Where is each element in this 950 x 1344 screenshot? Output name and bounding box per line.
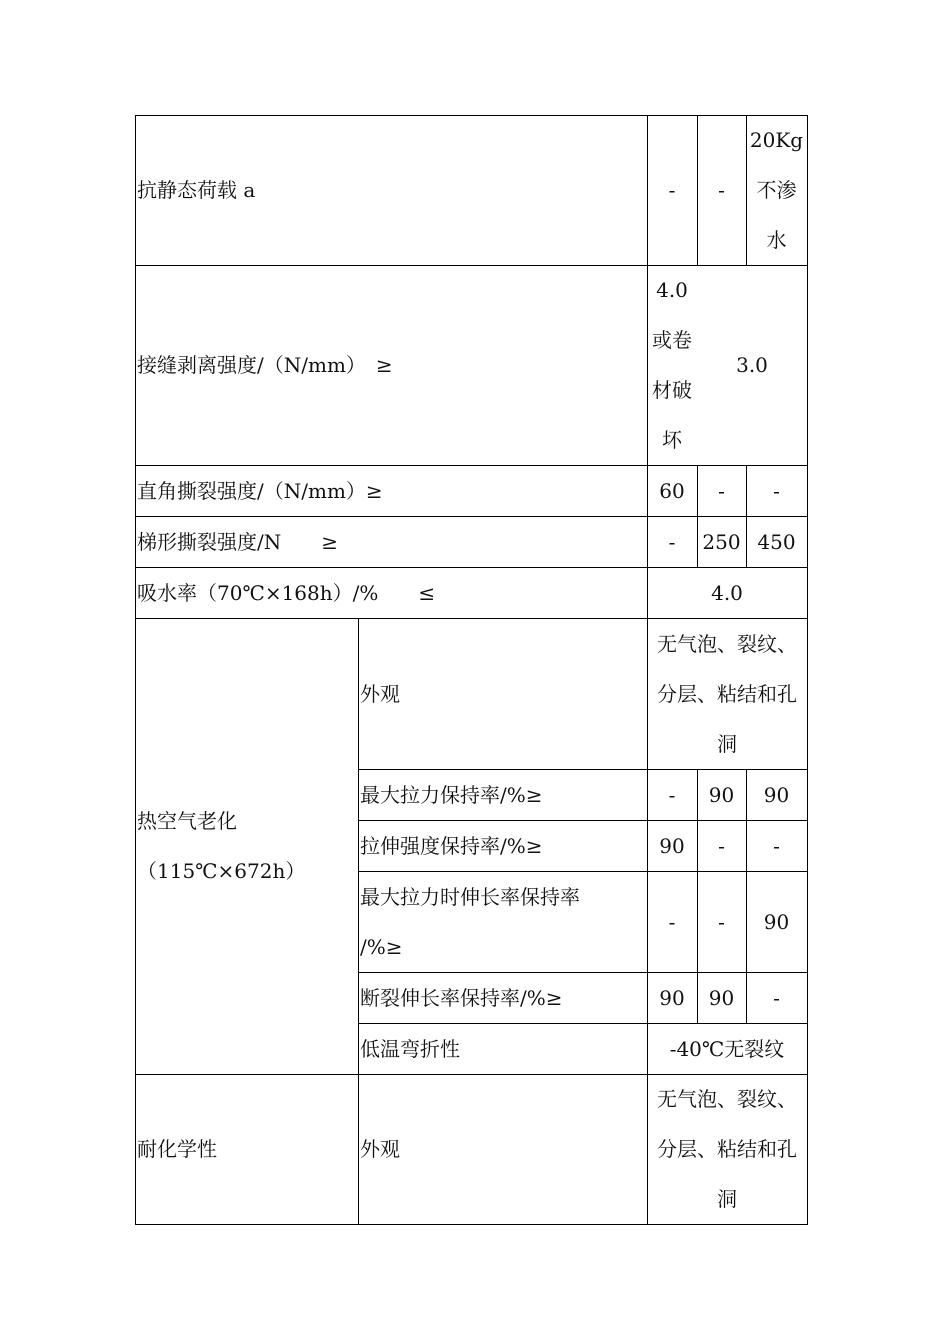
- value-cell: 90: [659, 985, 685, 1010]
- value-cell: -: [668, 529, 676, 554]
- value-cell: -: [718, 909, 725, 934]
- sub-label: 外观: [360, 681, 400, 706]
- rule: [135, 1224, 808, 1225]
- spec-table: [135, 115, 808, 1225]
- value-cell: -: [773, 478, 780, 503]
- value-cell: 无气泡、裂纹、 分层、粘结和孔 洞: [657, 631, 797, 756]
- value-cell: 60: [659, 478, 685, 503]
- value-cell: 90: [763, 909, 790, 934]
- value-cell: -: [668, 782, 676, 807]
- value-cell: 20Kg 不渗 水: [749, 128, 804, 252]
- value-cell: -: [718, 833, 725, 858]
- label-chemical-resistance: 耐化学性: [137, 1137, 217, 1161]
- value-cell: 3.0: [736, 353, 768, 377]
- label-static-load: 抗静态荷载 a: [137, 178, 256, 202]
- label-right-angle-tear: 直角撕裂强度/（N/mm）≥: [137, 478, 383, 503]
- value-cell: -: [718, 478, 725, 503]
- sub-label: 最大拉力时伸长率保持率 /%≥: [360, 884, 580, 959]
- label-seam-peel: 接缝剥离强度/（N/mm） ≥: [137, 353, 393, 377]
- value-cell: 90: [708, 985, 735, 1010]
- label-water-absorption: 吸水率（70℃×168h）/% ≤: [137, 580, 436, 605]
- sub-label: 外观: [360, 1137, 400, 1161]
- value-cell: -: [668, 178, 676, 202]
- label-trapezoid-tear: 梯形撕裂强度/N ≥: [137, 529, 338, 554]
- value-cell: 90: [708, 782, 735, 807]
- value-cell: 无气泡、裂纹、 分层、粘结和孔 洞: [657, 1087, 797, 1211]
- value-cell: 90: [659, 833, 685, 858]
- sub-label: 最大拉力保持率/%≥: [360, 782, 543, 807]
- value-cell: -40℃无裂纹: [669, 1036, 785, 1061]
- value-cell: 4.0 或卷 材破 坏: [652, 278, 692, 452]
- value-cell: -: [773, 985, 780, 1010]
- label-heat-aging: 热空气老化 （115℃×672h）: [137, 809, 306, 883]
- value-cell: -: [668, 909, 676, 934]
- value-cell: -: [773, 833, 780, 858]
- sub-label: 低温弯折性: [360, 1036, 460, 1061]
- value-cell: -: [718, 178, 725, 202]
- value-cell: 450: [757, 529, 796, 554]
- value-cell: 250: [702, 529, 741, 554]
- value-cell: 90: [763, 782, 790, 807]
- value-cell: 4.0: [711, 580, 743, 605]
- rule: [807, 115, 808, 1225]
- sub-label: 拉伸强度保持率/%≥: [360, 833, 543, 858]
- sub-label: 断裂伸长率保持率/%≥: [360, 985, 563, 1010]
